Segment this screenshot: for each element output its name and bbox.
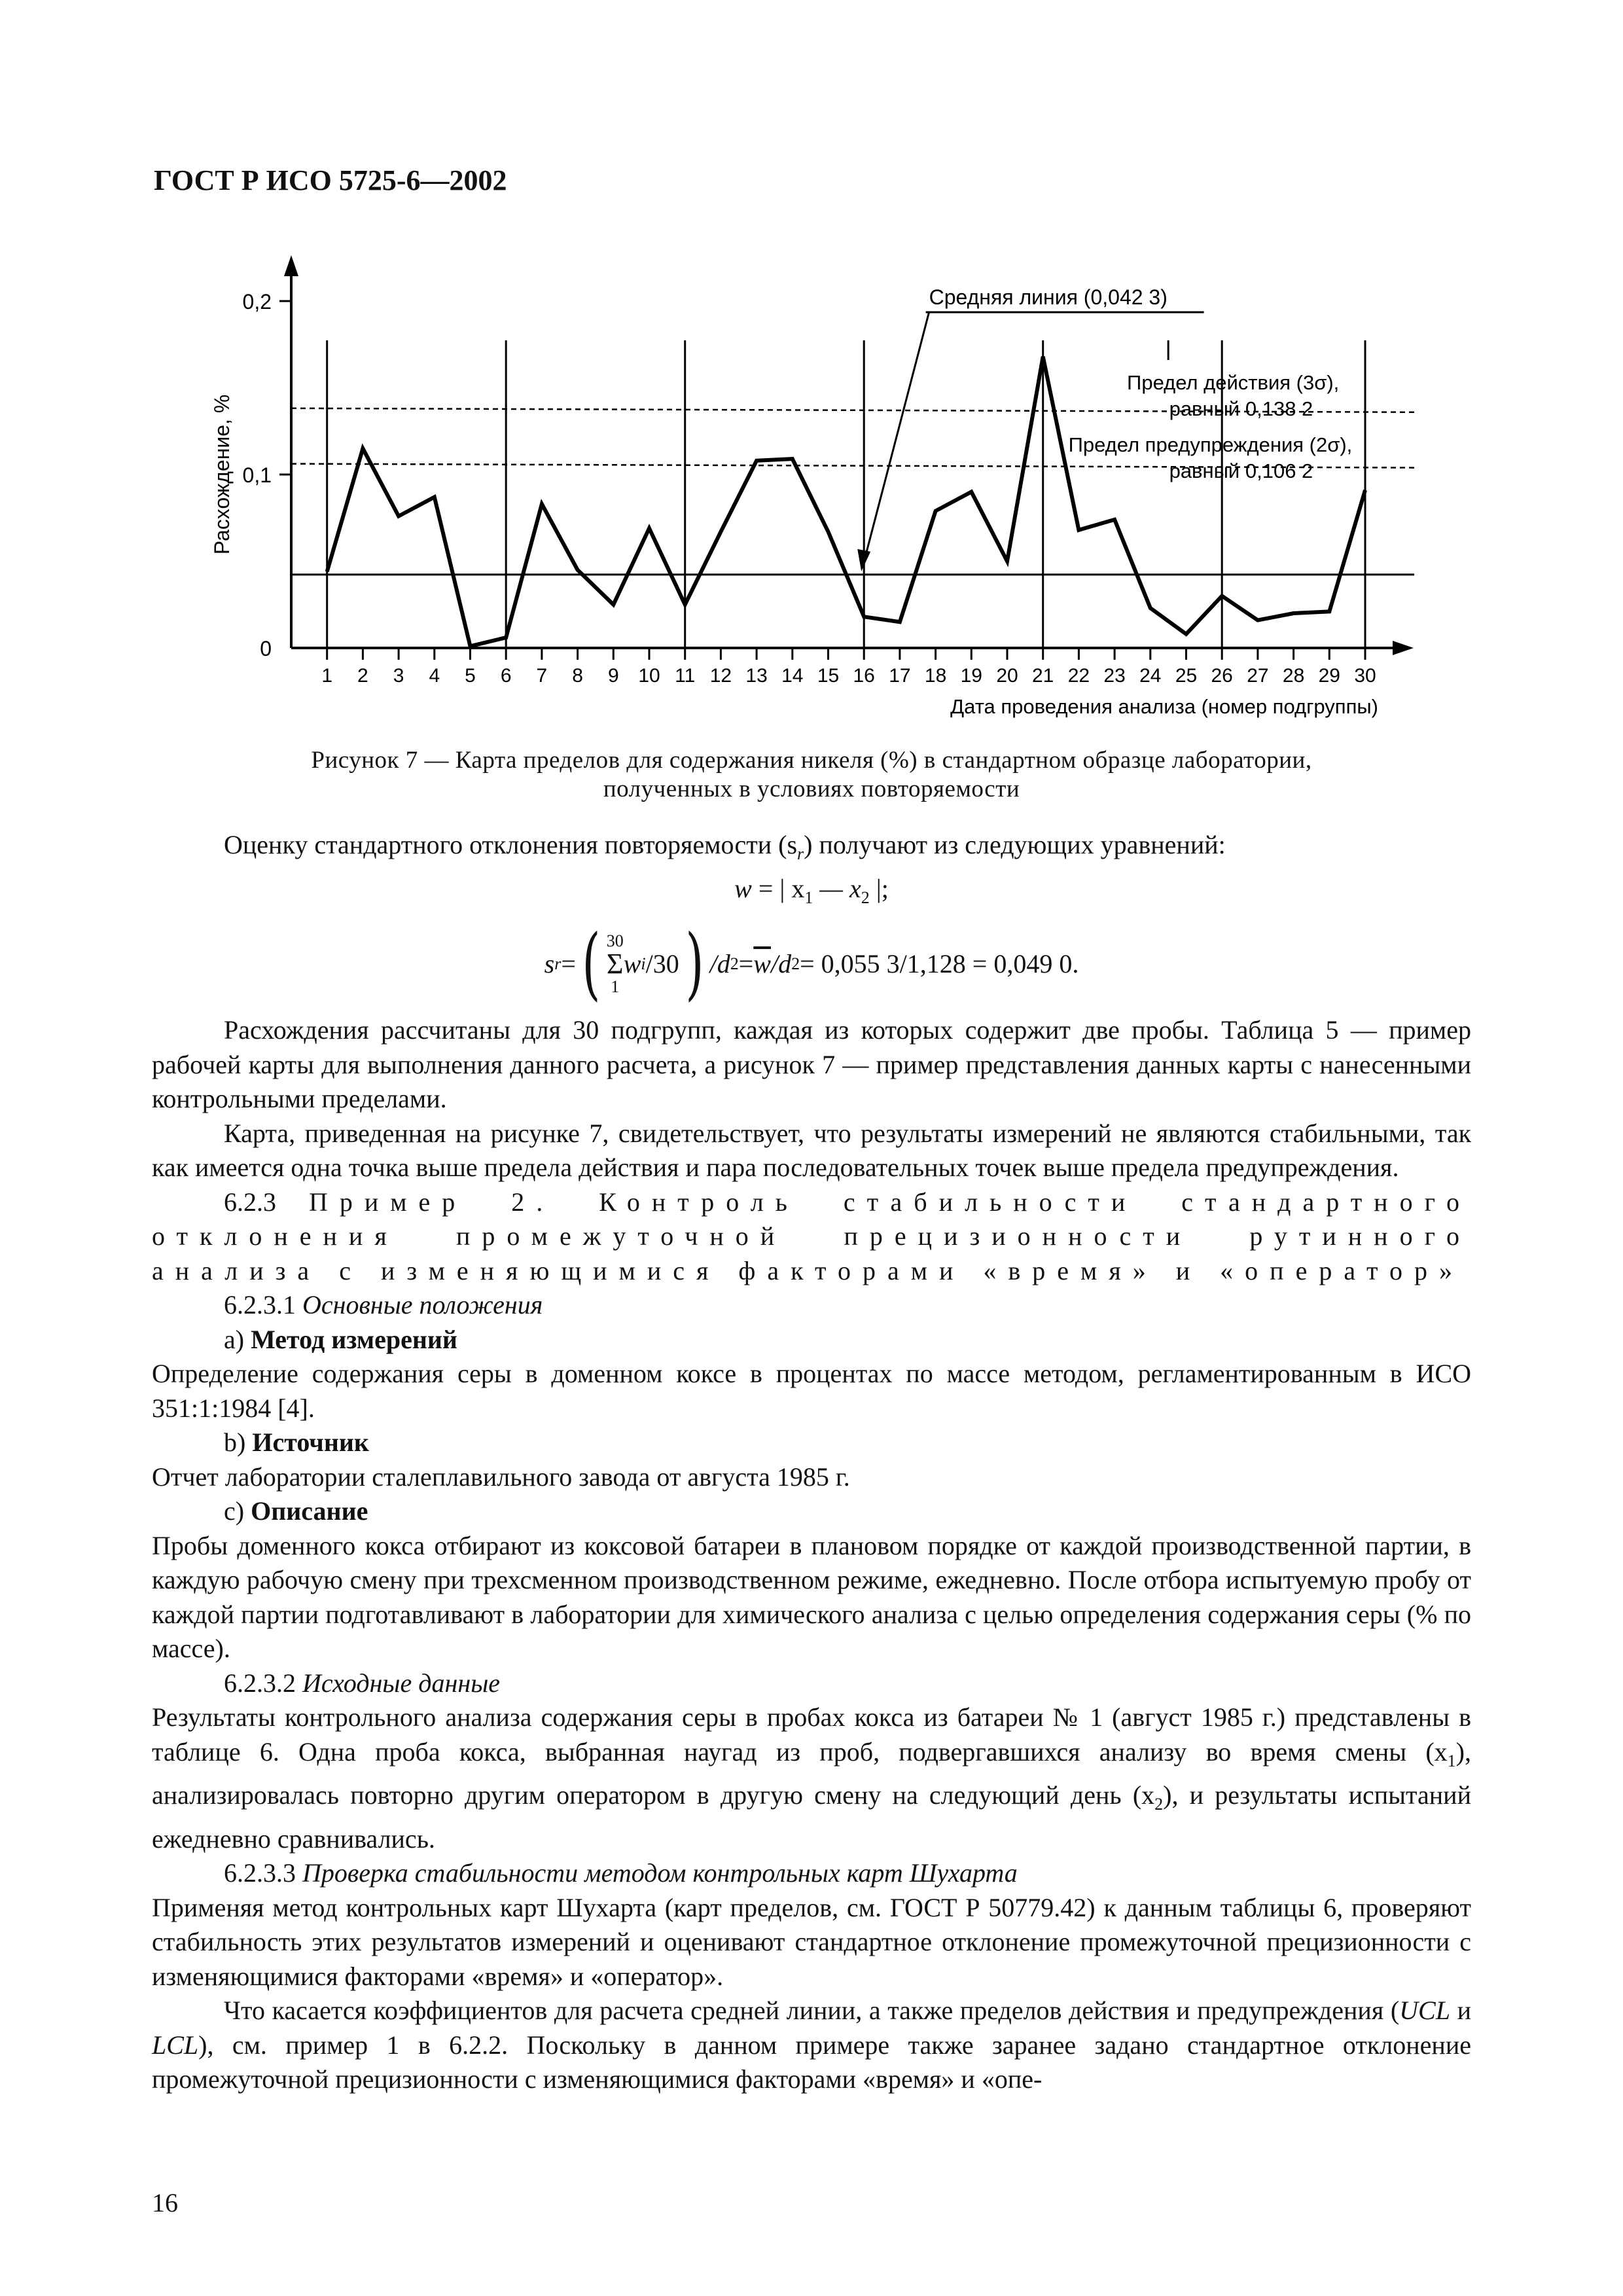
intro-paragraph: Оценку стандартного отклонения повторяемости $(s_r)$ получают из следующих уравнений:	[224, 830, 1226, 863]
y-axis-arrow-icon	[284, 255, 298, 276]
section-6-2-3-2: 6.2.3.2 Исходные данные	[224, 1668, 501, 1698]
right-paren: )	[685, 918, 704, 1009]
x-tick-label: 22	[1067, 665, 1090, 687]
item-a-heading: a) Метод измерений	[224, 1324, 457, 1354]
item-c-text: Пробы доменного кокса отбирают из коксовой батареи в плановом порядке от каждой производственной партии, в каждую рабочую смену при трехсменном производственном режиме, ежедневно. После отбора испытуемую пробу от каждой партии подготавливают в лаборатории для химического анализа с целью определения содержания серы (% по массе).	[152, 1530, 1471, 1663]
x-tick-label: 25	[1175, 665, 1198, 687]
page-number: 16	[152, 2188, 178, 2217]
paragraph-2: Карта, приведенная на рисунке 7, свидетельствует, что результаты измерений не являются стабильными, так как имеется одна точка выше предела действия и пара последовательных точек выше предела предупреждения.	[152, 1118, 1471, 1182]
section-6-2-3-3-text: Применяя метод контрольных карт Шухарта (карт пределов, см. ГОСТ Р 50779.42) к данным таблицы 6, проверяют стабильность этих результатов измерений и оценивают стандартное отклонение промежуточной прецизионности с изменяющимися факторами «время» и «оператор».	[152, 1892, 1471, 1991]
x-tick-label: 28	[1282, 665, 1305, 687]
y-tick-label: 0	[260, 637, 272, 660]
formula-sr: s r = ( 30 Σ 1 w i /30 ) /d 2 = $\overline{w}$ /d 2 = 0,055 3/1,128 = 0,049 0.	[544, 918, 1079, 1009]
paragraph-1: Расхождения рассчитаны для 30 подгрупп, каждая из которых содержит две пробы. Таблица 5 — пример рабочей карты для выполнения данного расчета, а рисунок 7 — пример представления данных карты с нанесенными контрольными пределами.	[152, 1015, 1471, 1113]
item-a-text: Определение содержания серы в доменном коксе в процентах по массе методом, регламентированным в ИСО 351:1:1984 [4].	[152, 1359, 1471, 1423]
x-tick-label: 11	[675, 665, 696, 687]
x-tick-label: 17	[889, 665, 911, 687]
warning-limit-label-2: равный 0,106 2	[1169, 459, 1313, 482]
x-tick-label: 1	[321, 665, 333, 687]
x-tick-label: 26	[1211, 665, 1233, 687]
x-axis-arrow-icon	[1393, 641, 1414, 655]
x-tick-label: 29	[1318, 665, 1340, 687]
formula-w: w = | $x_1$ — $x_2$ |;	[734, 873, 889, 907]
x-tick-label: 27	[1247, 665, 1269, 687]
x-tick-label: 7	[536, 665, 548, 687]
figure-caption	[196, 746, 1427, 804]
y-tick-label: 0,1	[242, 463, 272, 487]
x-tick-label: 21	[1032, 665, 1054, 687]
x-tick-label: 23	[1103, 665, 1126, 687]
chart-svg	[0, 236, 1623, 733]
x-tick-label: 2	[357, 665, 368, 687]
warning-limit-label-1: Предел предупреждения (2σ),	[1068, 433, 1353, 456]
x-tick-label: 24	[1139, 665, 1162, 687]
x-tick-label: 3	[393, 665, 404, 687]
y-tick-label: 0,2	[242, 290, 272, 314]
x-tick-label: 13	[745, 665, 768, 687]
x-tick-label: 12	[709, 665, 732, 687]
section-6-2-3: 6.2.3 Пример 2. Контроль стабильности стандартного отклонения промежуточной прецизионности рутинного анализа с изменяющимися факторами «время» и «оператор»	[152, 1187, 1471, 1285]
x-tick-label: 4	[429, 665, 440, 687]
x-axis-label: Дата проведения анализа (номер подгруппы)	[950, 695, 1378, 718]
x-tick-label: 9	[607, 665, 619, 687]
center-line-label: Средняя линия (0,042 3)	[929, 285, 1168, 309]
body-text	[152, 828, 1471, 2097]
document-header: ГОСТ Р ИСО 5725-6—2002	[154, 164, 507, 196]
x-tick-label: 10	[638, 665, 660, 687]
control-chart	[0, 236, 1623, 733]
x-tick-label: 19	[960, 665, 982, 687]
left-paren: (	[582, 918, 601, 1009]
section-6-2-3-2-text: Результаты контрольного анализа содержания серы в пробах кокса из батареи № 1 (август 1985 г.) представлены в таблице 6. Одна проба кокса, выбранная наугад из проб, подвергавшихся анализу во время смены $(x_1)$, анализировалась повторно другим оператором в другую смену на следующий день $(x_2)$, и результаты испытаний ежедневно сравнивались.	[152, 1702, 1471, 1854]
action-limit-label-2: равный 0,138 2	[1169, 397, 1313, 420]
item-c-heading: c) Описание	[224, 1496, 368, 1526]
sum-operator: 30 Σ 1	[606, 931, 624, 996]
x-tick-label: 8	[572, 665, 583, 687]
x-tick-label: 18	[924, 665, 947, 687]
action-limit-label-1: Предел действия (3σ),	[1127, 371, 1340, 394]
item-b-text: Отчет лаборатории сталеплавильного завода от августа 1985 г.	[152, 1462, 850, 1492]
x-tick-label: 6	[500, 665, 512, 687]
x-tick-label: 16	[853, 665, 875, 687]
x-tick-label: 14	[781, 665, 804, 687]
pointer-line	[866, 312, 929, 552]
x-tick-label: 20	[996, 665, 1018, 687]
caption-line-2: полученных в условиях повторяемости	[603, 776, 1020, 802]
x-tick-label: 5	[465, 665, 476, 687]
last-paragraph: Что касается коэффициентов для расчета средней линии, а также пределов действия и предупреждения (UCL и LCL), см. пример 1 в 6.2.2. Поскольку в данном примере также заранее задано стандартное отклонение промежуточной прецизионности с изменяющимися факторами «время» и «опе-	[152, 1996, 1472, 2094]
item-b-heading: b) Источник	[224, 1427, 369, 1457]
section-6-2-3-3: 6.2.3.3 Проверка стабильности методом контрольных карт Шухарта	[224, 1858, 1018, 1888]
y-axis-label: Расхождение, %	[210, 394, 234, 555]
x-tick-label: 15	[817, 665, 840, 687]
x-tick-label: 30	[1354, 665, 1376, 687]
caption-line-1: Рисунок 7 — Карта пределов для содержания никеля (%) в стандартном образце лаборатории,	[311, 747, 1312, 774]
section-6-2-3-1: 6.2.3.1 Основные положения	[224, 1290, 543, 1319]
